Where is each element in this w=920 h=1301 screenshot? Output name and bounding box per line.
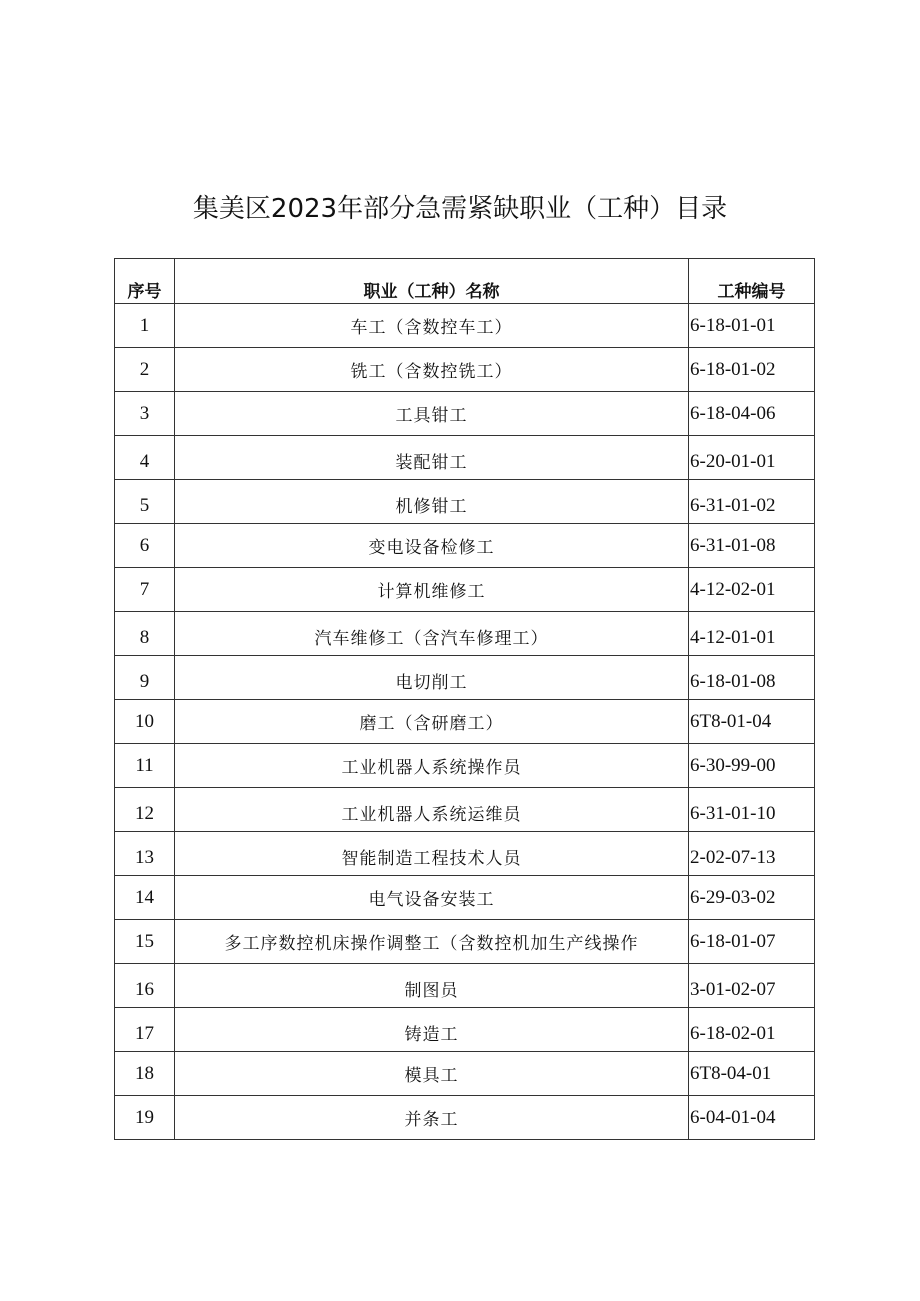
serial-no-cell-text: 10: [135, 710, 154, 732]
occupation-name-cell: [175, 964, 689, 1008]
occupation-name-cell-text: 磨工（含研磨工）: [359, 714, 504, 734]
occupation-name-cell: [175, 876, 689, 920]
occupation-name-cell: [175, 392, 689, 436]
table-row: [115, 832, 815, 876]
job-code-cell-text: 6-20-01-01: [690, 451, 776, 472]
table-row: [115, 876, 815, 920]
serial-no-cell: [115, 788, 175, 832]
serial-no-cell: [115, 348, 175, 392]
occupation-name-cell-text: 智能制造工程技术人员: [341, 849, 522, 869]
table-header-row: [115, 259, 815, 304]
serial-no-cell: [115, 744, 175, 788]
job-code-cell-text: 3-01-02-07: [690, 979, 776, 1000]
table-row: [115, 480, 815, 524]
occupation-name-cell-text: 铸造工: [404, 1025, 459, 1045]
occupation-name-cell-text: 工业机器人系统操作员: [341, 758, 522, 778]
serial-no-cell-text: 19: [135, 1106, 154, 1128]
table-row: [115, 700, 815, 744]
serial-no-cell-text: 6: [139, 534, 150, 556]
serial-no-cell: [115, 832, 175, 876]
serial-no-cell-text: 1: [139, 314, 150, 336]
occupation-name-cell: [175, 656, 689, 700]
job-code-cell-text: 6-18-01-02: [690, 358, 776, 380]
occupation-name-cell: [175, 832, 689, 876]
table-row: [115, 568, 815, 612]
serial-no-cell-text: 11: [135, 754, 154, 776]
serial-no-cell: [115, 656, 175, 700]
table-row: [115, 304, 815, 348]
occupation-name-cell-text: 制图员: [404, 981, 459, 1001]
table-row: [115, 392, 815, 436]
serial-no-cell: [115, 436, 175, 480]
table-row: [115, 524, 815, 568]
occupation-name-cell-text: 多工序数控机床操作调整工（含数控机加生产线操作: [224, 934, 639, 954]
serial-no-cell: [115, 392, 175, 436]
occupation-name-cell-text: 铣工（含数控铣工）: [350, 362, 513, 382]
occupation-name-cell-text: 工具钳工: [395, 406, 468, 426]
serial-no-cell: [115, 524, 175, 568]
serial-no-cell: [115, 1008, 175, 1052]
job-code-cell-text: 4-12-02-01: [690, 578, 776, 600]
table-row: [115, 964, 815, 1008]
serial-no-cell-text: 13: [135, 847, 154, 868]
table-row: [115, 1008, 815, 1052]
occupation-name-cell: [175, 612, 689, 656]
job-code-cell: [689, 568, 815, 612]
job-code-cell: [689, 524, 815, 568]
occupation-name-cell: [175, 436, 689, 480]
serial-no-cell: [115, 920, 175, 964]
job-code-cell: [689, 348, 815, 392]
occupation-name-cell-text: 模具工: [404, 1066, 459, 1086]
serial-no-cell-text: 3: [139, 402, 150, 424]
table-row: [115, 436, 815, 480]
serial-no-cell-text: 18: [135, 1062, 154, 1084]
job-code-cell: [689, 832, 815, 876]
occupation-name-cell: [175, 700, 689, 744]
serial-no-cell-text: 7: [139, 578, 150, 600]
occupation-table: [114, 258, 815, 1140]
job-code-cell: [689, 436, 815, 480]
job-code-cell: [689, 744, 815, 788]
occupation-name-cell: [175, 788, 689, 832]
occupation-name-cell: [175, 920, 689, 964]
header-serial-no: 序号: [115, 259, 175, 304]
job-code-cell: [689, 876, 815, 920]
serial-no-cell-text: 4: [139, 451, 150, 472]
job-code-cell-text: 6-04-01-04: [690, 1106, 776, 1128]
job-code-cell: [689, 1008, 815, 1052]
job-code-cell-text: 6-18-01-07: [690, 930, 776, 952]
job-code-cell: [689, 964, 815, 1008]
job-code-cell-text: 6-30-99-00: [690, 754, 776, 776]
serial-no-cell-text: 2: [139, 358, 150, 380]
table-row: [115, 348, 815, 392]
serial-no-cell-text: 16: [135, 979, 154, 1000]
occupation-name-cell-text: 机修钳工: [395, 497, 468, 517]
occupation-name-cell-text: 电气设备安装工: [368, 890, 495, 910]
serial-no-cell-text: 15: [135, 930, 154, 952]
serial-no-cell: [115, 304, 175, 348]
occupation-name-cell-text: 计算机维修工: [377, 582, 486, 602]
job-code-cell-text: 6T8-01-04: [690, 710, 772, 732]
serial-no-cell-text: 5: [139, 495, 150, 516]
job-code-cell-text: 6-29-03-02: [690, 886, 776, 908]
job-code-cell-text: 6-31-01-10: [690, 803, 776, 824]
job-code-cell: [689, 612, 815, 656]
job-code-cell: [689, 1096, 815, 1140]
job-code-cell-text: 6-18-01-08: [690, 671, 776, 692]
serial-no-cell: [115, 1096, 175, 1140]
serial-no-cell-text: 12: [135, 803, 154, 824]
serial-no-cell-text: 14: [135, 886, 154, 908]
occupation-name-cell: [175, 348, 689, 392]
occupation-name-cell-text: 车工（含数控车工）: [350, 318, 513, 338]
job-code-cell: [689, 656, 815, 700]
job-code-cell-text: 6-18-01-01: [690, 314, 776, 336]
job-code-cell: [689, 480, 815, 524]
occupation-name-cell-text: 工业机器人系统运维员: [341, 805, 522, 825]
occupation-name-cell-text: 变电设备检修工: [368, 538, 495, 558]
job-code-cell: [689, 920, 815, 964]
table-body: [115, 304, 815, 1140]
table-row: [115, 656, 815, 700]
occupation-name-cell: [175, 568, 689, 612]
job-code-cell-text: 2-02-07-13: [690, 847, 776, 868]
header-job-code: 工种编号: [689, 259, 815, 304]
serial-no-cell-text: 9: [139, 671, 150, 692]
serial-no-cell: [115, 876, 175, 920]
occupation-name-cell: [175, 1096, 689, 1140]
occupation-name-cell-text: 并条工: [404, 1110, 459, 1130]
serial-no-cell: [115, 1052, 175, 1096]
occupation-name-cell: [175, 304, 689, 348]
occupation-name-cell: [175, 524, 689, 568]
serial-no-cell: [115, 700, 175, 744]
header-occupation-name: 职业（工种）名称: [175, 259, 689, 304]
table-row: [115, 1052, 815, 1096]
occupation-name-cell: [175, 1008, 689, 1052]
table-row: [115, 744, 815, 788]
table-row: [115, 612, 815, 656]
table-row: [115, 1096, 815, 1140]
job-code-cell-text: 6-31-01-08: [690, 534, 776, 556]
table-row: [115, 788, 815, 832]
occupation-name-cell: [175, 480, 689, 524]
table-row: [115, 920, 815, 964]
job-code-cell-text: 6T8-04-01: [690, 1062, 772, 1084]
job-code-cell: [689, 304, 815, 348]
serial-no-cell-text: 8: [139, 627, 150, 648]
occupation-name-cell: [175, 744, 689, 788]
serial-no-cell: [115, 568, 175, 612]
serial-no-cell: [115, 480, 175, 524]
job-code-cell-text: 4-12-01-01: [690, 627, 776, 648]
job-code-cell-text: 6-18-04-06: [690, 402, 776, 424]
occupation-name-cell: [175, 1052, 689, 1096]
job-code-cell-text: 6-31-01-02: [690, 495, 776, 516]
document-title: 集美区2023年部分急需紧缺职业（工种）目录: [192, 194, 728, 224]
job-code-cell: [689, 788, 815, 832]
serial-no-cell-text: 17: [135, 1023, 154, 1044]
occupation-name-cell-text: 装配钳工: [395, 453, 468, 473]
serial-no-cell: [115, 964, 175, 1008]
serial-no-cell: [115, 612, 175, 656]
job-code-cell: [689, 700, 815, 744]
job-code-cell: [689, 392, 815, 436]
occupation-name-cell-text: 汽车维修工（含汽车修理工）: [314, 629, 549, 649]
job-code-cell: [689, 1052, 815, 1096]
job-code-cell-text: 6-18-02-01: [690, 1023, 776, 1044]
occupation-name-cell-text: 电切削工: [395, 673, 468, 693]
